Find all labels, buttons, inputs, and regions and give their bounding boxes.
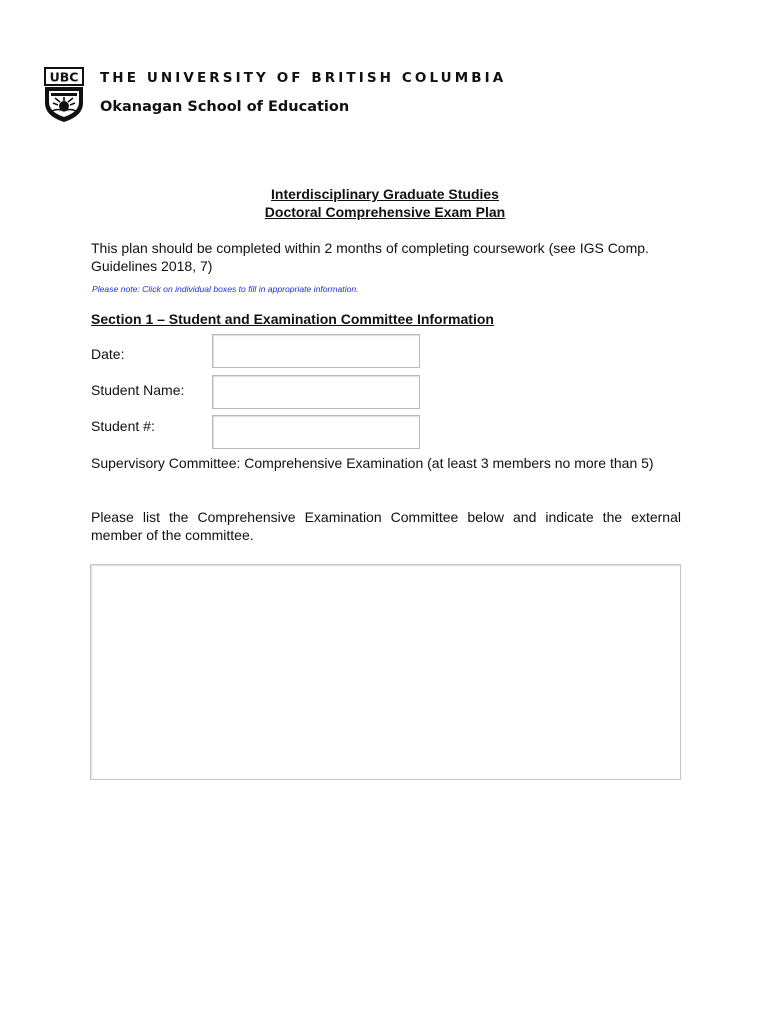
logo-text: UBC [49,69,79,85]
committee-requirement-text: Supervisory Committee: Comprehensive Examination (at least 3 members no more than 5) [91,455,654,471]
committee-instruction-text: Please list the Comprehensive Examination Committee below and indicate the external member of the committee. [91,509,681,543]
student-name-field[interactable] [212,375,420,409]
ubc-logo [44,67,84,123]
document-subtitle: Doctoral Comprehensive Exam Plan [264,204,506,220]
intro-paragraph: This plan should be completed within 2 months of completing coursework (see IGS Comp. Guidelines 2018, 7) [91,240,649,274]
date-field[interactable] [212,334,420,368]
university-name: THE UNIVERSITY OF BRITISH COLUMBIA [100,70,507,86]
fill-note: Please note: Click on individual boxes to fill in appropriate information. [92,284,359,294]
document-title: Interdisciplinary Graduate Studies [271,186,499,202]
student-number-field[interactable] [212,415,420,449]
student-number-label: Student #: [91,418,155,434]
school-name: Okanagan School of Education [100,99,350,115]
date-label: Date: [91,346,125,362]
section-1-heading: Section 1 – Student and Examination Committee Information [91,311,494,327]
committee-list-field[interactable] [90,564,681,780]
student-name-label: Student Name: [91,382,185,398]
